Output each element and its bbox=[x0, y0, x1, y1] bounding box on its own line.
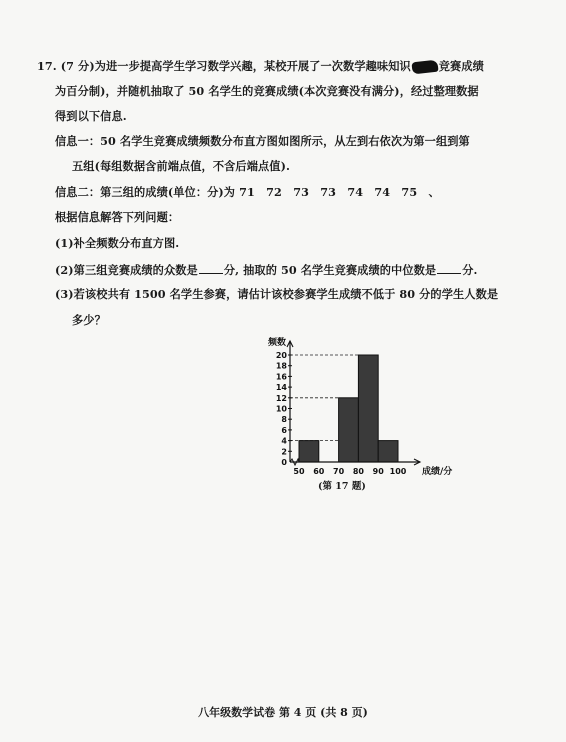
figure-caption: (第 17 题) bbox=[318, 481, 366, 492]
y-axis-label: 频数 bbox=[268, 338, 287, 348]
y-tick-label-4: 4 bbox=[281, 436, 287, 446]
x-tick-label-80: 80 bbox=[352, 467, 364, 476]
question-line-2: 为百分制)，并随机抽取了 50 名学生的竞赛成绩(本次竞赛没有满分)，经过整理数据 bbox=[55, 84, 479, 98]
x-tick-label-60: 60 bbox=[313, 467, 325, 476]
part-2-text-b: 分, 抽取的 50 名学生竞赛成绩的中位数是 bbox=[223, 263, 437, 277]
x-tick-label-90: 90 bbox=[372, 467, 384, 476]
part-2-text-c: 分. bbox=[462, 263, 478, 277]
histogram-bar-50-60 bbox=[299, 441, 319, 462]
question-header-part-b: 竞赛成绩 bbox=[438, 59, 484, 73]
answer-prompt: 根据信息解答下列问题： bbox=[55, 210, 180, 224]
y-tick-label-14: 14 bbox=[275, 383, 287, 393]
histogram-bar-70-80 bbox=[339, 398, 359, 462]
x-tick-label-50: 50 bbox=[293, 467, 305, 476]
histogram-bar-80-90 bbox=[358, 355, 378, 462]
y-tick-label-8: 8 bbox=[281, 415, 287, 425]
info-one-note: 五组(每组数据含前端点值，不含后端点值). bbox=[72, 159, 290, 173]
info-one: 信息一：50 名学生竞赛成绩频数分布直方图如图所示，从左到右依次为第一组到第 bbox=[55, 134, 470, 148]
question-header-part-a: 17. (7 分)为进一步提高学生学习数学兴趣，某校开展了一次数学趣味知识 bbox=[37, 59, 411, 73]
page-footer: 八年级数学试卷 第 4 页 (共 8 页) bbox=[198, 706, 368, 719]
y-tick-label-18: 18 bbox=[275, 361, 287, 371]
y-tick-label-10: 10 bbox=[275, 404, 287, 414]
y-tick-label-2: 2 bbox=[281, 447, 287, 457]
part-2-text-a: (2)第三组竞赛成绩的众数是 bbox=[55, 263, 198, 277]
origin-label: 0 bbox=[281, 458, 287, 467]
x-tick-label-70: 70 bbox=[333, 467, 345, 476]
part-1: (1)补全频数分布直方图. bbox=[55, 236, 180, 250]
y-tick-label-16: 16 bbox=[275, 372, 287, 382]
question-line-3: 得到以下信息. bbox=[55, 109, 127, 123]
histogram-bar-90-100 bbox=[378, 441, 398, 462]
x-tick-label-100: 100 bbox=[389, 467, 407, 476]
y-tick-label-12: 12 bbox=[275, 393, 287, 403]
part-3: (3)若该校共有 1500 名学生参赛，请估计该校参赛学生成绩不低于 80 分的学生人数是 bbox=[55, 287, 499, 301]
y-tick-label-6: 6 bbox=[281, 425, 287, 435]
y-tick-label-20: 20 bbox=[275, 351, 287, 360]
x-axis-label: 成绩/分 bbox=[422, 467, 453, 477]
part-3-end: 多少？ bbox=[72, 313, 106, 327]
info-two: 信息二：第三组的成绩(单位：分)为 71 72 73 73 74 74 75 、 bbox=[55, 185, 440, 199]
